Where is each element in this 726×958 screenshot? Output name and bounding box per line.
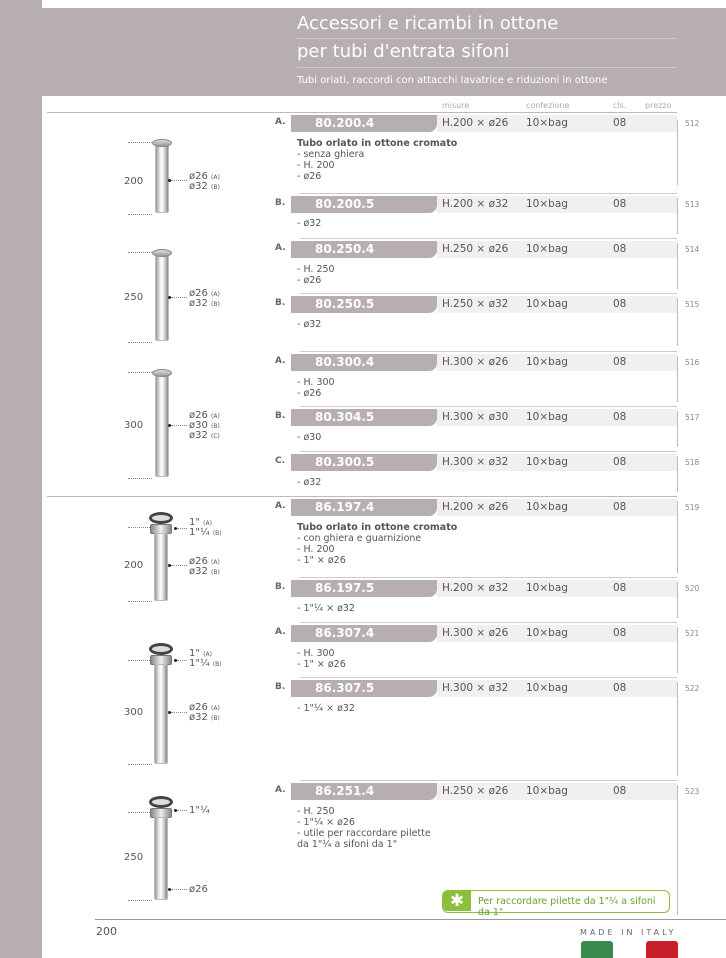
description-line: - H. 250 [297, 264, 335, 275]
pointer-line [171, 297, 187, 298]
misure-value: H.200 × ø32 [442, 198, 509, 210]
ref-number: 520 [685, 584, 700, 593]
row-bracket [677, 198, 678, 234]
confezione-value: 10×bag [526, 627, 568, 639]
confezione-value: 10×bag [526, 198, 568, 210]
product-code: 86.197.4 [291, 499, 437, 516]
tube-flare [152, 249, 172, 257]
row-bracket [677, 627, 678, 673]
product-code: 80.200.4 [291, 115, 437, 132]
flag-green-block [581, 941, 613, 958]
description-title: Tubo orlato in ottone cromato [297, 138, 458, 149]
ref-number: 516 [685, 358, 700, 367]
description-line: - senza ghiera [297, 149, 365, 160]
dimension-line [128, 372, 152, 373]
diameter-label: ø26 (A) [189, 556, 220, 567]
misure-value: H.250 × ø26 [442, 243, 509, 255]
asterisk-icon: ✱ [443, 891, 471, 911]
description-line: - ø30 [297, 432, 322, 443]
ref-number: 519 [685, 503, 700, 512]
tube-body [155, 373, 169, 477]
diameter-label: ø32 (C) [189, 430, 220, 441]
cls-value: 08 [613, 411, 627, 423]
row-rule [300, 780, 677, 781]
description-line: - 1"¼ × ø32 [297, 703, 355, 714]
description-line: - H. 250 [297, 806, 335, 817]
row-bracket [677, 582, 678, 618]
description-title: Tubo orlato in ottone cromato [297, 522, 458, 533]
product-description [297, 648, 346, 670]
pointer-line [171, 712, 187, 713]
ref-number: 522 [685, 684, 700, 693]
section-rule [47, 112, 677, 113]
misure-value: H.300 × ø26 [442, 356, 509, 368]
diameter-label: ø26 (A) [189, 288, 220, 299]
row-rule [300, 577, 677, 578]
ref-number: 517 [685, 413, 700, 422]
dimension-line [128, 812, 152, 813]
description-line: - ø26 [297, 388, 322, 399]
product-description [297, 138, 457, 182]
confezione-value: 10×bag [526, 356, 568, 368]
cls-value: 08 [613, 198, 627, 210]
left-margin-band [0, 0, 42, 958]
thread-label: 1" (A) [189, 648, 212, 659]
dimension-line [128, 601, 152, 602]
row-bracket [677, 682, 678, 776]
pointer-line [171, 180, 187, 181]
diameter-label: ø30 (B) [189, 420, 220, 431]
pointer-line [177, 660, 187, 661]
description-line: - H. 300 [297, 377, 335, 388]
description-line: - H. 200 [297, 544, 335, 555]
ref-number: 513 [685, 200, 700, 209]
description-line: - 1" × ø26 [297, 659, 346, 670]
col-header-cls: cls. [613, 101, 627, 110]
description-line: - utile per raccordare pilette [297, 828, 431, 839]
section-rule [47, 496, 677, 497]
row-bracket [677, 456, 678, 492]
title-divider [297, 38, 677, 39]
title-divider [297, 67, 677, 68]
row-rule [300, 193, 677, 194]
dimension-line [128, 527, 152, 528]
misure-value: H.200 × ø26 [442, 501, 509, 513]
height-label: 300 [124, 420, 144, 431]
dimension-line [128, 252, 152, 253]
description-line: - ø32 [297, 477, 322, 488]
note-box [442, 890, 670, 918]
row-rule [300, 677, 677, 678]
misure-value: H.200 × ø32 [442, 582, 509, 594]
cls-value: 08 [613, 456, 627, 468]
row-rule [300, 406, 677, 407]
ref-number: 514 [685, 245, 700, 254]
col-header-misure: misure [442, 101, 470, 110]
variant-letter: A. [275, 117, 286, 127]
product-description [297, 218, 321, 229]
misure-value: H.250 × ø32 [442, 298, 509, 310]
product-code: 80.300.5 [291, 454, 437, 471]
variant-letter: A. [275, 501, 286, 511]
diameter-label: ø26 (A) [189, 410, 220, 421]
tube-body [155, 143, 169, 213]
height-label: 200 [124, 176, 144, 187]
diameter-label: ø32 (B) [189, 712, 220, 723]
tube-body [154, 817, 168, 900]
product-code: 86.307.5 [291, 680, 437, 697]
col-header-confezione: confezione [526, 101, 570, 110]
cls-value: 08 [613, 785, 627, 797]
row-rule [300, 351, 677, 352]
ref-number: 521 [685, 629, 700, 638]
confezione-value: 10×bag [526, 582, 568, 594]
thread-label: 1"¼ (B) [189, 658, 222, 669]
ref-number: 512 [685, 119, 700, 128]
thread-label: 1"¼ [189, 805, 210, 816]
row-bracket [677, 243, 678, 289]
description-line: - 1" × ø26 [297, 555, 346, 566]
confezione-value: 10×bag [526, 117, 568, 129]
misure-value: H.300 × ø30 [442, 411, 509, 423]
cls-value: 08 [613, 501, 627, 513]
product-description [297, 477, 321, 488]
variant-letter: A. [275, 243, 286, 253]
product-description [297, 603, 355, 614]
pointer-line [171, 889, 187, 890]
cls-value: 08 [613, 298, 627, 310]
product-description [297, 264, 335, 286]
description-line: - ø32 [297, 218, 322, 229]
confezione-value: 10×bag [526, 243, 568, 255]
diameter-label: ø32 (B) [189, 566, 220, 577]
pointer-line [177, 528, 187, 529]
tube-flare [152, 139, 172, 147]
footer-rule [95, 919, 726, 920]
description-line: - H. 300 [297, 648, 335, 659]
variant-letter: A. [275, 356, 286, 366]
gasket-ring [149, 512, 173, 524]
dimension-line [128, 478, 152, 479]
product-description [297, 806, 431, 850]
diameter-label: ø26 (A) [189, 171, 220, 182]
confezione-value: 10×bag [526, 456, 568, 468]
thread-label: 1" (A) [189, 517, 212, 528]
gasket-ring [149, 643, 173, 655]
misure-value: H.250 × ø26 [442, 785, 509, 797]
height-label: 250 [124, 292, 144, 303]
product-description [297, 522, 457, 566]
ref-number: 523 [685, 787, 700, 796]
thread-label: 1"¼ (B) [189, 527, 222, 538]
page-title-line2: per tubi d'entrata sifoni [297, 41, 510, 62]
pointer-line [171, 425, 187, 426]
tube-flare [152, 369, 172, 377]
dimension-line [128, 900, 152, 901]
product-description [297, 432, 321, 443]
description-line: - ø32 [297, 319, 322, 330]
cls-value: 08 [613, 682, 627, 694]
description-line: - 1"¼ × ø32 [297, 603, 355, 614]
description-line: - ø26 [297, 171, 322, 182]
col-header-prezzo: prezzo [645, 101, 672, 110]
product-code: 80.200.5 [291, 196, 437, 213]
height-label: 300 [124, 707, 144, 718]
product-description [297, 703, 355, 714]
row-bracket [677, 411, 678, 447]
row-bracket [677, 785, 678, 915]
confezione-value: 10×bag [526, 682, 568, 694]
dimension-line [128, 142, 152, 143]
gasket-ring [149, 796, 173, 808]
confezione-value: 10×bag [526, 411, 568, 423]
page-header [42, 8, 726, 96]
cls-value: 08 [613, 627, 627, 639]
flag-red-block [646, 941, 678, 958]
row-rule [300, 238, 677, 239]
diameter-label: ø32 (B) [189, 181, 220, 192]
height-label: 200 [124, 560, 144, 571]
confezione-value: 10×bag [526, 298, 568, 310]
product-code: 80.250.5 [291, 296, 437, 313]
row-bracket [677, 501, 678, 573]
pointer-line [171, 565, 187, 566]
ref-number: 518 [685, 458, 700, 467]
confezione-value: 10×bag [526, 785, 568, 797]
description-line: - H. 200 [297, 160, 335, 171]
description-line: - 1"¼ × ø26 [297, 817, 355, 828]
pointer-line [177, 810, 187, 811]
variant-letter: A. [275, 785, 286, 795]
misure-value: H.200 × ø26 [442, 117, 509, 129]
product-code: 86.307.4 [291, 625, 437, 642]
description-line: da 1"¼ a sifoni da 1" [297, 839, 398, 850]
misure-value: H.300 × ø32 [442, 682, 509, 694]
variant-letter: B. [275, 682, 286, 692]
product-code: 80.304.5 [291, 409, 437, 426]
variant-letter: A. [275, 627, 286, 637]
cls-value: 08 [613, 243, 627, 255]
height-label: 250 [124, 852, 144, 863]
dimension-line [128, 342, 152, 343]
product-description [297, 319, 321, 330]
row-rule [300, 451, 677, 452]
row-bracket [677, 298, 678, 346]
product-code: 86.251.4 [291, 783, 437, 800]
page-number: 200 [96, 925, 117, 938]
row-bracket [677, 120, 678, 185]
cls-value: 08 [613, 582, 627, 594]
dimension-line [128, 660, 152, 661]
variant-letter: C. [275, 456, 286, 466]
note-text: Per raccordare pilette da 1"¼ a sifoni da 1" [478, 896, 656, 918]
cls-value: 08 [613, 117, 627, 129]
variant-letter: B. [275, 582, 286, 592]
dimension-line [128, 214, 152, 215]
diameter-label: ø32 (B) [189, 298, 220, 309]
description-line: - con ghiera e guarnizione [297, 533, 422, 544]
row-rule [300, 622, 677, 623]
made-in-italy: MADE IN ITALY [580, 928, 677, 937]
tube-body [154, 533, 168, 601]
tube-body [154, 664, 168, 764]
ref-number: 515 [685, 300, 700, 309]
product-description [297, 377, 335, 399]
diameter-label: ø26 [189, 884, 208, 895]
misure-value: H.300 × ø32 [442, 456, 509, 468]
row-rule [300, 293, 677, 294]
variant-letter: B. [275, 298, 286, 308]
variant-letter: B. [275, 411, 286, 421]
description-line: - ø26 [297, 275, 322, 286]
page-title-line1: Accessori e ricambi in ottone [297, 13, 559, 34]
diameter-label: ø26 (A) [189, 702, 220, 713]
product-code: 80.300.4 [291, 354, 437, 371]
row-bracket [677, 356, 678, 402]
misure-value: H.300 × ø26 [442, 627, 509, 639]
product-code: 80.250.4 [291, 241, 437, 258]
tube-body [155, 254, 169, 341]
cls-value: 08 [613, 356, 627, 368]
dimension-line [128, 764, 152, 765]
confezione-value: 10×bag [526, 501, 568, 513]
product-code: 86.197.5 [291, 580, 437, 597]
page-subtitle: Tubi orlati, raccordi con attacchi lavatrice e riduzioni in ottone [297, 75, 608, 86]
variant-letter: B. [275, 198, 286, 208]
